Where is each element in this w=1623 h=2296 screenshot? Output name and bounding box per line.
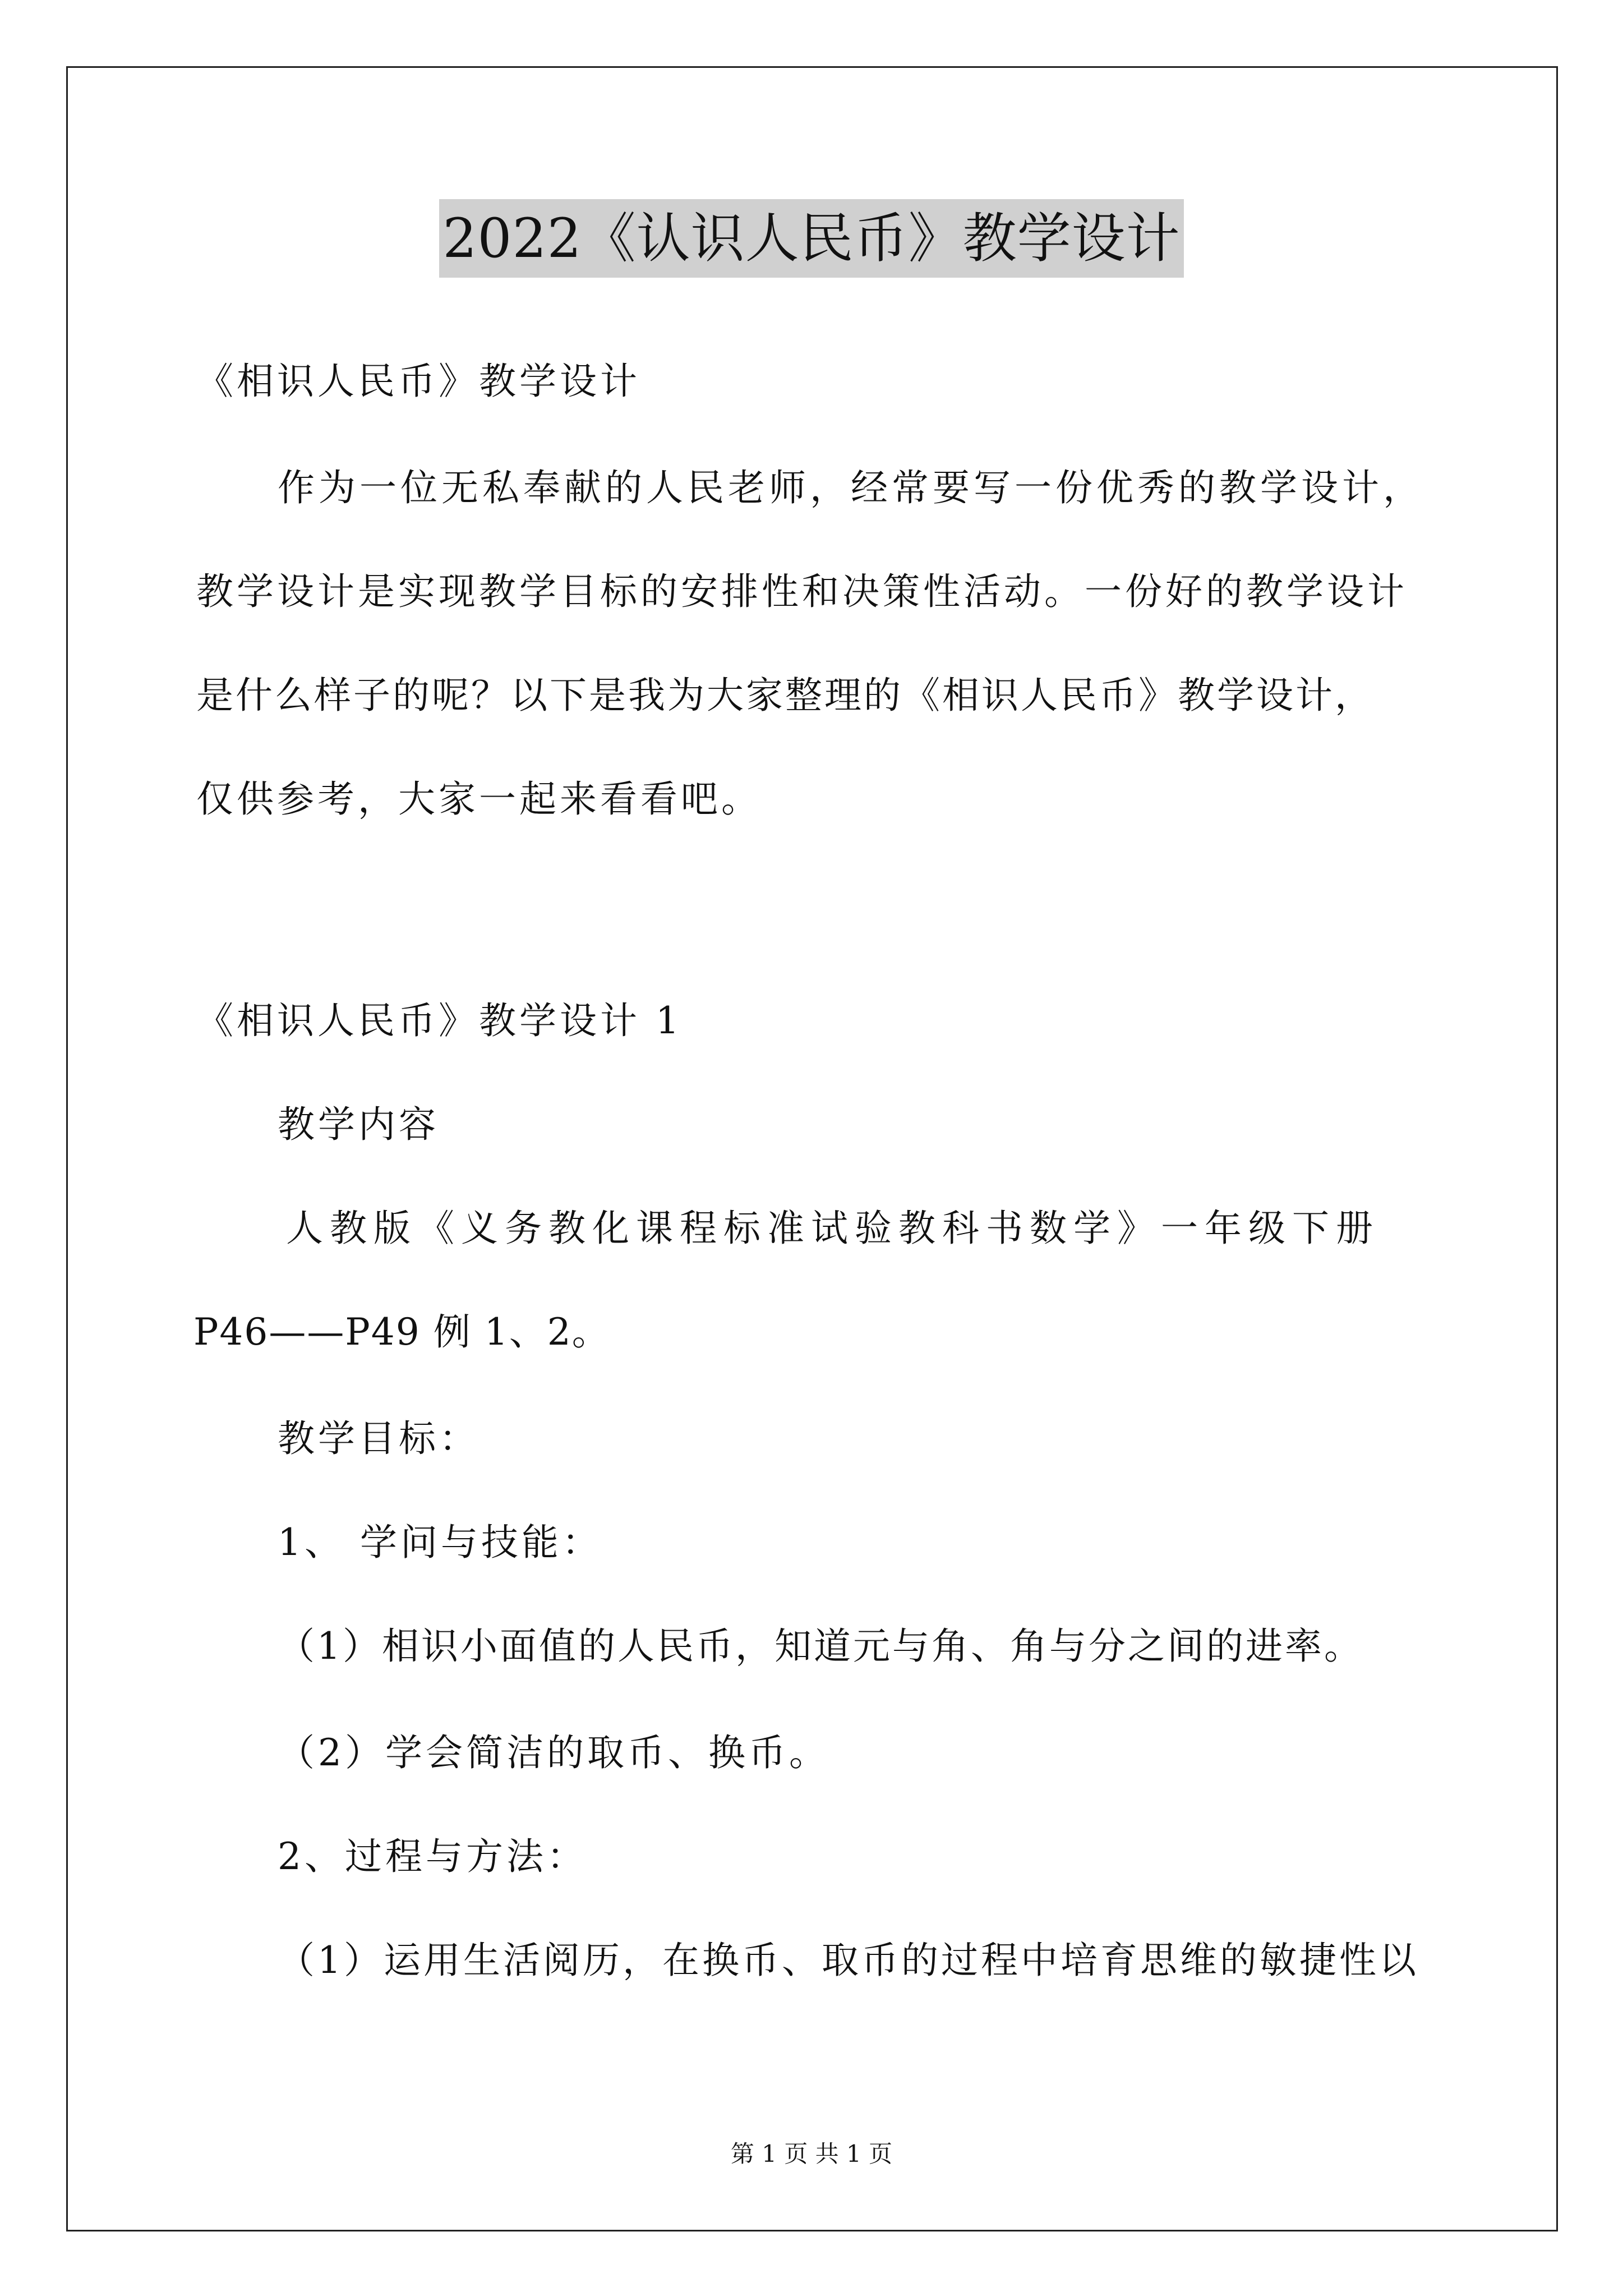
list-item: （1）相识小面值的人民币，知道元与角、角与分之间的进率。 bbox=[278, 1625, 1363, 1668]
title-container bbox=[0, 199, 1623, 278]
list-item: 1、 学问与技能： bbox=[278, 1521, 602, 1564]
page-footer: 第 1 页 共 1 页 bbox=[730, 2140, 893, 2168]
subheading: 教学目标： bbox=[278, 1417, 479, 1460]
section-heading: 《相识人民币》教学设计 1 bbox=[196, 999, 683, 1042]
subheading: 教学内容 bbox=[278, 1103, 439, 1146]
paragraph-line: 人教版《义务教化课程标准试验教科书数学》一年级下册 bbox=[286, 1207, 1380, 1250]
list-item: 2、过程与方法： bbox=[278, 1835, 587, 1878]
list-item: （2）学会简洁的取币、换币。 bbox=[278, 1731, 829, 1774]
paragraph-line: 作为一位无私奉献的人民老师，经常要写一份优秀的教学设计， bbox=[278, 466, 1424, 509]
list-item: （1）运用生活阅历，在换币、取币的过程中培育思维的敏捷性以 bbox=[278, 1939, 1419, 1982]
paragraph-line: 教学设计是实现教学目标的安排性和决策性活动。一份好的教学设计 bbox=[196, 570, 1408, 613]
paragraph-line: P46——P49 例 1、2。 bbox=[193, 1310, 610, 1354]
paragraph-line: 是什么样子的呢？以下是我为大家整理的《相识人民币》教学设计， bbox=[196, 674, 1374, 717]
paragraph-line: 仅供参考，大家一起来看看吧。 bbox=[196, 777, 762, 821]
section-heading: 《相识人民币》教学设计 bbox=[196, 360, 640, 403]
document-title: 2022《认识人民币》教学设计 bbox=[439, 199, 1183, 278]
